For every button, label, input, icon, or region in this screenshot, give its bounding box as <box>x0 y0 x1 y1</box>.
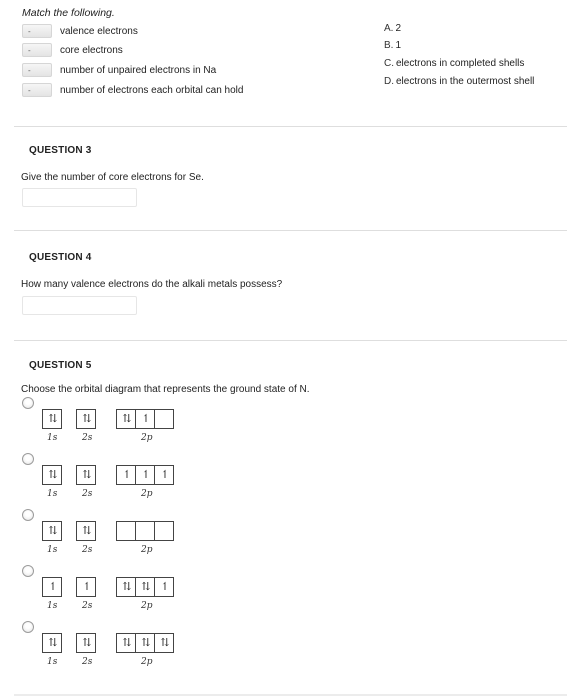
orbital-box: ↿ <box>116 465 136 485</box>
orbital-box: ⇅ <box>42 465 62 485</box>
orbital-label-p2: 2p <box>141 433 153 443</box>
orbital-label-s2: 2s <box>82 657 93 667</box>
orbital-group-s2 <box>76 465 96 485</box>
orbital-box: ↿ <box>154 577 174 597</box>
orbital-option <box>22 621 192 671</box>
orbital-group-s1 <box>42 521 62 541</box>
match-row <box>22 42 123 58</box>
orbital-group-p2 <box>116 409 174 429</box>
orbital-box: ↿ <box>76 577 96 597</box>
section-divider <box>14 126 567 127</box>
orbital-box: ↿ <box>154 465 174 485</box>
orbital-label-s1: 1s <box>47 657 58 667</box>
answer-text: 1 <box>395 40 402 51</box>
option-radio-button[interactable] <box>22 565 34 577</box>
page-bottom-divider <box>14 694 567 696</box>
orbital-group-s2 <box>76 521 96 541</box>
option-radio-button[interactable] <box>22 509 34 521</box>
orbital-group-s1 <box>42 465 62 485</box>
orbital-label-p2: 2p <box>141 545 153 555</box>
orbital-box: ⇅ <box>76 521 96 541</box>
orbital-label-s1: 1s <box>47 545 58 555</box>
orbital-box: ↿ <box>135 465 155 485</box>
match-select-dropdown[interactable]: - <box>22 63 52 77</box>
orbital-group-p2 <box>116 633 174 653</box>
orbital-option <box>22 397 192 447</box>
answer-text: electrons in completed shells <box>396 58 525 69</box>
orbital-box: ⇅ <box>42 409 62 429</box>
orbital-box <box>135 521 155 541</box>
answer-text: electrons in the outermost shell <box>396 76 535 87</box>
match-term-label: valence electrons <box>60 25 138 37</box>
orbital-label-s1: 1s <box>47 601 58 611</box>
orbital-group-p2 <box>116 465 174 485</box>
match-row <box>22 23 138 39</box>
orbital-label-s2: 2s <box>82 489 93 499</box>
orbital-option <box>22 509 192 559</box>
answer-choice <box>384 76 534 87</box>
orbital-box: ↿ <box>135 409 155 429</box>
orbital-group-s1 <box>42 409 62 429</box>
orbital-box: ⇅ <box>116 577 136 597</box>
orbital-group-p2 <box>116 577 174 597</box>
option-radio-button[interactable] <box>22 621 34 633</box>
orbital-box: ⇅ <box>42 521 62 541</box>
orbital-box: ⇅ <box>76 633 96 653</box>
question-4-answer-input[interactable] <box>22 296 137 315</box>
orbital-label-s1: 1s <box>47 433 58 443</box>
answer-choice <box>384 40 401 51</box>
orbital-group-s2 <box>76 577 96 597</box>
match-select-dropdown[interactable]: - <box>22 24 52 38</box>
orbital-group-s2 <box>76 409 96 429</box>
orbital-box: ↿ <box>42 577 62 597</box>
match-row <box>22 62 216 78</box>
orbital-group-p2 <box>116 521 174 541</box>
question-3-title: QUESTION 3 <box>29 145 92 156</box>
orbital-label-p2: 2p <box>141 657 153 667</box>
orbital-box: ⇅ <box>116 633 136 653</box>
orbital-label-s1: 1s <box>47 489 58 499</box>
section-divider <box>14 340 567 341</box>
orbital-group-s1 <box>42 633 62 653</box>
question-4-title: QUESTION 4 <box>29 252 92 263</box>
answer-letter: B. <box>384 40 394 51</box>
orbital-label-p2: 2p <box>141 601 153 611</box>
match-term-label: number of unpaired electrons in Na <box>60 64 217 76</box>
match-select-dropdown[interactable]: - <box>22 83 52 97</box>
answer-letter: A. <box>384 23 394 34</box>
question-4-text: How many valence electrons do the alkali metals possess? <box>21 279 283 290</box>
orbital-label-p2: 2p <box>141 489 153 499</box>
match-select-dropdown[interactable]: - <box>22 43 52 57</box>
orbital-box: ⇅ <box>135 633 155 653</box>
orbital-label-s2: 2s <box>82 545 93 555</box>
match-row <box>22 82 243 98</box>
question-5-title: QUESTION 5 <box>29 360 92 371</box>
option-radio-button[interactable] <box>22 397 34 409</box>
orbital-option <box>22 453 192 503</box>
answer-choice <box>384 23 401 34</box>
answer-letter: D. <box>384 76 394 87</box>
orbital-label-s2: 2s <box>82 601 93 611</box>
question-3-answer-input[interactable] <box>22 188 137 207</box>
orbital-box: ⇅ <box>76 409 96 429</box>
match-term-label: core electrons <box>60 44 123 56</box>
orbital-group-s1 <box>42 577 62 597</box>
orbital-option <box>22 565 192 615</box>
orbital-box <box>154 521 174 541</box>
orbital-box: ⇅ <box>76 465 96 485</box>
answer-letter: C. <box>384 58 394 69</box>
orbital-box: ⇅ <box>154 633 174 653</box>
orbital-label-s2: 2s <box>82 433 93 443</box>
orbital-box <box>116 521 136 541</box>
question-5-text: Choose the orbital diagram that represents the ground state of N. <box>21 384 310 395</box>
question-3-text: Give the number of core electrons for Se. <box>21 172 204 183</box>
orbital-box: ⇅ <box>116 409 136 429</box>
answer-text: 2 <box>395 23 402 34</box>
answer-choice <box>384 58 524 69</box>
orbital-box: ⇅ <box>135 577 155 597</box>
match-term-label: number of electrons each orbital can hold <box>60 84 244 96</box>
orbital-box <box>154 409 174 429</box>
orbital-group-s2 <box>76 633 96 653</box>
option-radio-button[interactable] <box>22 453 34 465</box>
section-divider <box>14 230 567 231</box>
matching-instructions: Match the following. <box>22 7 115 19</box>
orbital-box: ⇅ <box>42 633 62 653</box>
